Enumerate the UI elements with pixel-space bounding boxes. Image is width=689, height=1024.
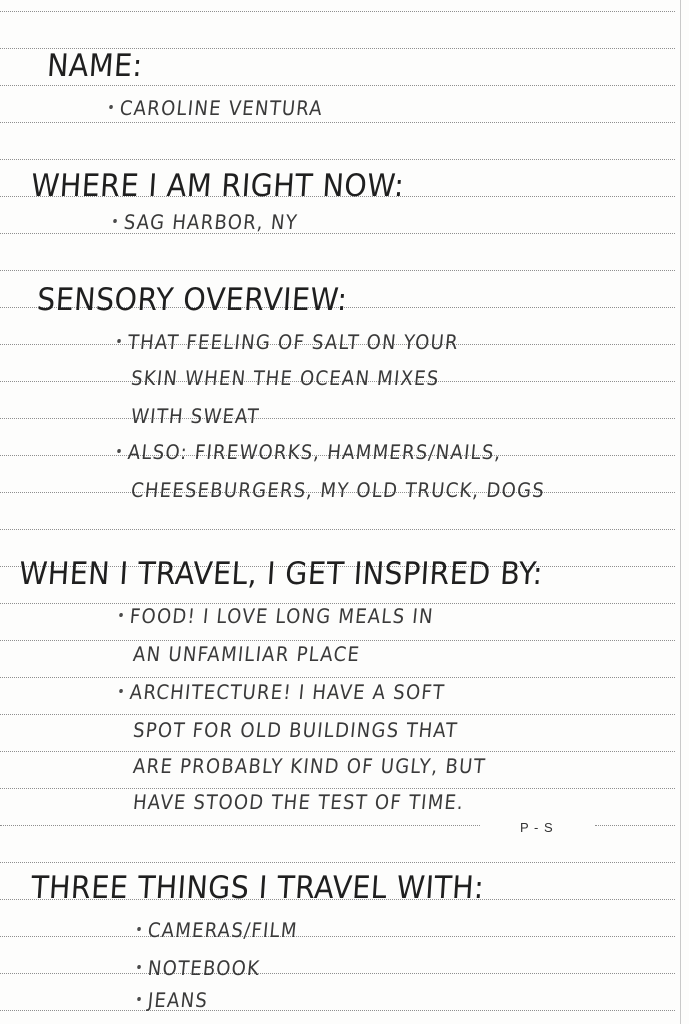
ruled-line <box>595 825 675 826</box>
ruled-line <box>0 825 480 826</box>
inspired-line: ARE PROBABLY KIND OF UGLY, BUT <box>132 754 487 778</box>
ruled-line <box>0 122 675 123</box>
ruled-line <box>0 751 675 752</box>
things-item-text: CAMERAS/FILM <box>146 918 299 942</box>
ruled-line <box>0 418 675 419</box>
inspired-line: AN UNFAMILIAR PLACE <box>132 642 362 666</box>
inspired-line <box>118 604 435 628</box>
ruled-line <box>0 1010 675 1011</box>
page-mark: P - S <box>520 820 554 835</box>
sensory-line <box>116 440 503 464</box>
bullet-dot <box>117 339 121 343</box>
things-item <box>136 918 299 942</box>
sensory-heading: SENSORY OVERVIEW: <box>36 282 349 318</box>
ruled-line <box>0 714 675 715</box>
bullet-dot <box>117 449 121 453</box>
name-heading: NAME: <box>46 48 144 84</box>
ruled-line <box>0 233 675 234</box>
inspired-line: HAVE STOOD THE TEST OF TIME. <box>132 790 466 814</box>
margin-line <box>680 0 681 1024</box>
things-item-text: NOTEBOOK <box>146 956 262 980</box>
ruled-line <box>0 270 675 271</box>
inspired-line-text: FOOD! I LOVE LONG MEALS IN <box>128 604 435 628</box>
sensory-line: CHEESEBURGERS, MY OLD TRUCK, DOGS <box>130 478 547 502</box>
ruled-line <box>0 677 675 678</box>
things-item-text: JEANS <box>146 988 210 1012</box>
things-item <box>136 956 261 980</box>
bullet-dot <box>109 105 113 109</box>
sensory-line: WITH SWEAT <box>130 404 261 428</box>
sensory-line <box>116 330 460 354</box>
ruled-line <box>0 529 675 530</box>
location-value <box>112 210 299 234</box>
ruled-line <box>0 936 675 937</box>
bullet-dot <box>113 219 117 223</box>
things-item <box>136 988 209 1012</box>
bullet-dot <box>137 965 141 969</box>
ruled-line <box>0 85 675 86</box>
inspired-line <box>118 680 446 704</box>
name-value-text: CAROLINE VENTURA <box>118 96 325 120</box>
location-heading: WHERE I AM RIGHT NOW: <box>30 168 406 204</box>
ruled-line <box>0 11 675 12</box>
sensory-line-text: ALSO: FIREWORKS, HAMMERS/NAILS, <box>126 440 503 464</box>
bullet-dot <box>137 927 141 931</box>
ruled-line <box>0 640 675 641</box>
bullet-dot <box>137 997 141 1001</box>
sensory-line-text: THAT FEELING OF SALT ON YOUR <box>126 330 460 354</box>
ruled-line <box>0 862 675 863</box>
sensory-line: SKIN WHEN THE OCEAN MIXES <box>130 366 441 390</box>
ruled-line <box>0 788 675 789</box>
ruled-line <box>0 159 675 160</box>
inspired-heading: WHEN I TRAVEL, I GET INSPIRED BY: <box>18 556 545 592</box>
inspired-line-text: ARCHITECTURE! I HAVE A SOFT <box>128 680 447 704</box>
bullet-dot <box>119 613 123 617</box>
inspired-line: SPOT FOR OLD BUILDINGS THAT <box>132 718 460 742</box>
bullet-dot <box>119 689 123 693</box>
things-heading: THREE THINGS I TRAVEL WITH: <box>30 870 486 906</box>
ruled-line <box>0 973 675 974</box>
location-value-text: SAG HARBOR, NY <box>122 210 300 234</box>
name-value <box>108 96 324 120</box>
